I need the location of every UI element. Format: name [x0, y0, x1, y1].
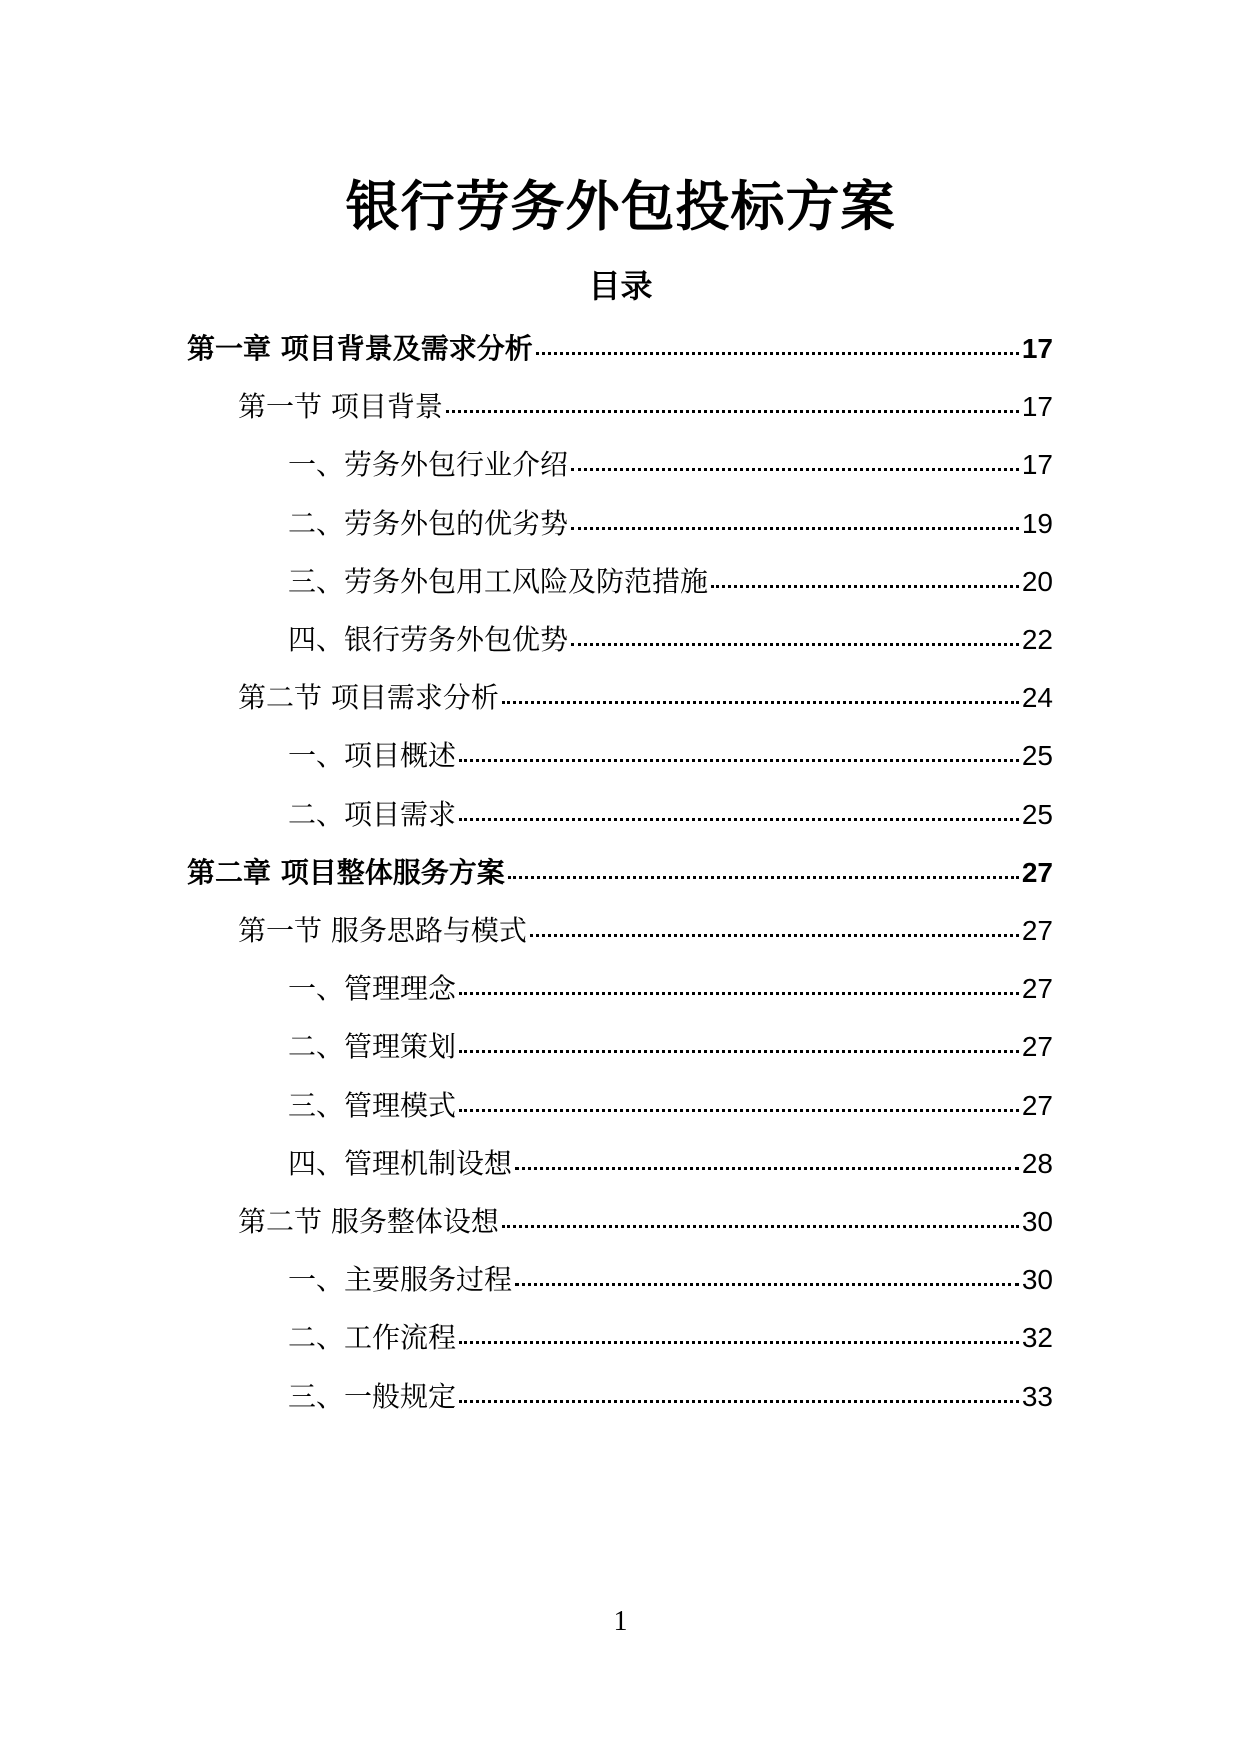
toc-entry-page-number: 22: [1021, 624, 1053, 655]
toc-entry-page-number: 17: [1021, 449, 1053, 480]
toc-entry[interactable]: [288, 1086, 1053, 1126]
toc-dot-leader: [515, 1283, 1019, 1286]
toc-entry[interactable]: [288, 969, 1053, 1009]
toc-entry[interactable]: [288, 620, 1053, 660]
toc-dot-leader: [459, 1050, 1019, 1053]
toc-entry-label: 四、银行劳务外包优势: [288, 623, 569, 656]
toc-entry-page-number: 27: [1021, 1090, 1053, 1121]
toc-dot-leader: [502, 1225, 1019, 1228]
toc-entry-page-number: 33: [1021, 1381, 1053, 1412]
toc-dot-leader: [459, 1400, 1019, 1403]
toc-entry-page-number: 27: [1021, 973, 1053, 1004]
toc-dot-leader: [711, 585, 1019, 588]
toc-entry-page-number: 17: [1021, 391, 1053, 422]
toc-entry-label: 二、工作流程: [288, 1321, 457, 1354]
toc-entry-page-number: 27: [1021, 1031, 1053, 1062]
toc-dot-leader: [571, 527, 1019, 530]
toc-entry-page-number: 20: [1021, 566, 1053, 597]
toc-entry[interactable]: [288, 1027, 1053, 1067]
toc-dot-leader: [459, 1341, 1019, 1344]
toc-entry-label: 二、劳务外包的优劣势: [288, 507, 569, 540]
toc-entry-page-number: 27: [1021, 915, 1053, 946]
toc-entry-page-number: 32: [1021, 1322, 1053, 1353]
toc-entry[interactable]: [238, 911, 1053, 951]
toc-entry-label: 第一章 项目背景及需求分析: [187, 332, 533, 365]
toc-entry[interactable]: [288, 1318, 1053, 1358]
page-number: 1: [613, 1606, 628, 1637]
toc-dot-leader: [459, 818, 1019, 821]
toc-entry[interactable]: [187, 853, 1053, 893]
toc-dot-leader: [536, 352, 1019, 355]
toc-entry[interactable]: [288, 445, 1053, 485]
toc-dot-leader: [446, 410, 1019, 413]
toc-dot-leader: [459, 992, 1019, 995]
toc-entry-label: 二、项目需求: [288, 798, 457, 831]
toc-entry[interactable]: [288, 736, 1053, 776]
toc-entry-page-number: 30: [1021, 1264, 1053, 1295]
toc-entry-label: 一、管理理念: [288, 972, 457, 1005]
toc-entry-page-number: 28: [1021, 1148, 1053, 1179]
toc-dot-leader: [459, 759, 1019, 762]
toc-entry-page-number: 27: [1021, 857, 1053, 888]
toc-entry-label: 四、管理机制设想: [288, 1147, 513, 1180]
toc-dot-leader: [530, 934, 1019, 937]
toc-entry-label: 一、项目概述: [288, 739, 457, 772]
toc-entry[interactable]: [187, 329, 1053, 369]
document-title: 银行劳务外包投标方案: [345, 175, 896, 238]
toc-entry-page-number: 17: [1021, 333, 1053, 364]
toc-dot-leader: [502, 701, 1019, 704]
toc-entry-page-number: 19: [1021, 508, 1053, 539]
toc-entry-page-number: 25: [1021, 740, 1053, 771]
toc-entry-label: 三、劳务外包用工风险及防范措施: [288, 565, 709, 598]
toc-entry[interactable]: [288, 504, 1053, 544]
toc-entry[interactable]: [238, 1202, 1053, 1242]
toc-heading: 目录: [588, 267, 653, 305]
toc-dot-leader: [571, 643, 1019, 646]
toc-entry-page-number: 30: [1021, 1206, 1053, 1237]
toc-entry-label: 第二章 项目整体服务方案: [187, 856, 505, 889]
toc-entry[interactable]: [288, 1260, 1053, 1300]
toc-dot-leader: [459, 1109, 1019, 1112]
toc-entry-label: 第一节 项目背景: [238, 390, 443, 423]
toc-dot-leader: [571, 468, 1019, 471]
toc-entry-page-number: 25: [1021, 799, 1053, 830]
toc-entry[interactable]: [238, 387, 1053, 427]
toc-entry-label: 第一节 服务思路与模式: [238, 914, 527, 947]
toc-entry-label: 第二节 服务整体设想: [238, 1205, 499, 1238]
toc-entry[interactable]: [288, 562, 1053, 602]
toc-entry-label: 第二节 项目需求分析: [238, 681, 499, 714]
toc-entry-label: 一、主要服务过程: [288, 1263, 513, 1296]
toc-entry-label: 二、管理策划: [288, 1030, 457, 1063]
toc-entry[interactable]: [288, 795, 1053, 835]
toc-entry-label: 一、劳务外包行业介绍: [288, 448, 569, 481]
toc-entry-label: 三、一般规定: [288, 1380, 457, 1413]
toc-entry-label: 三、管理模式: [288, 1089, 457, 1122]
toc-entry-page-number: 24: [1021, 682, 1053, 713]
toc-entry[interactable]: [238, 678, 1053, 718]
toc-dot-leader: [515, 1167, 1019, 1170]
toc-dot-leader: [508, 876, 1019, 879]
toc-entry[interactable]: [288, 1377, 1053, 1417]
toc-entry[interactable]: [288, 1144, 1053, 1184]
